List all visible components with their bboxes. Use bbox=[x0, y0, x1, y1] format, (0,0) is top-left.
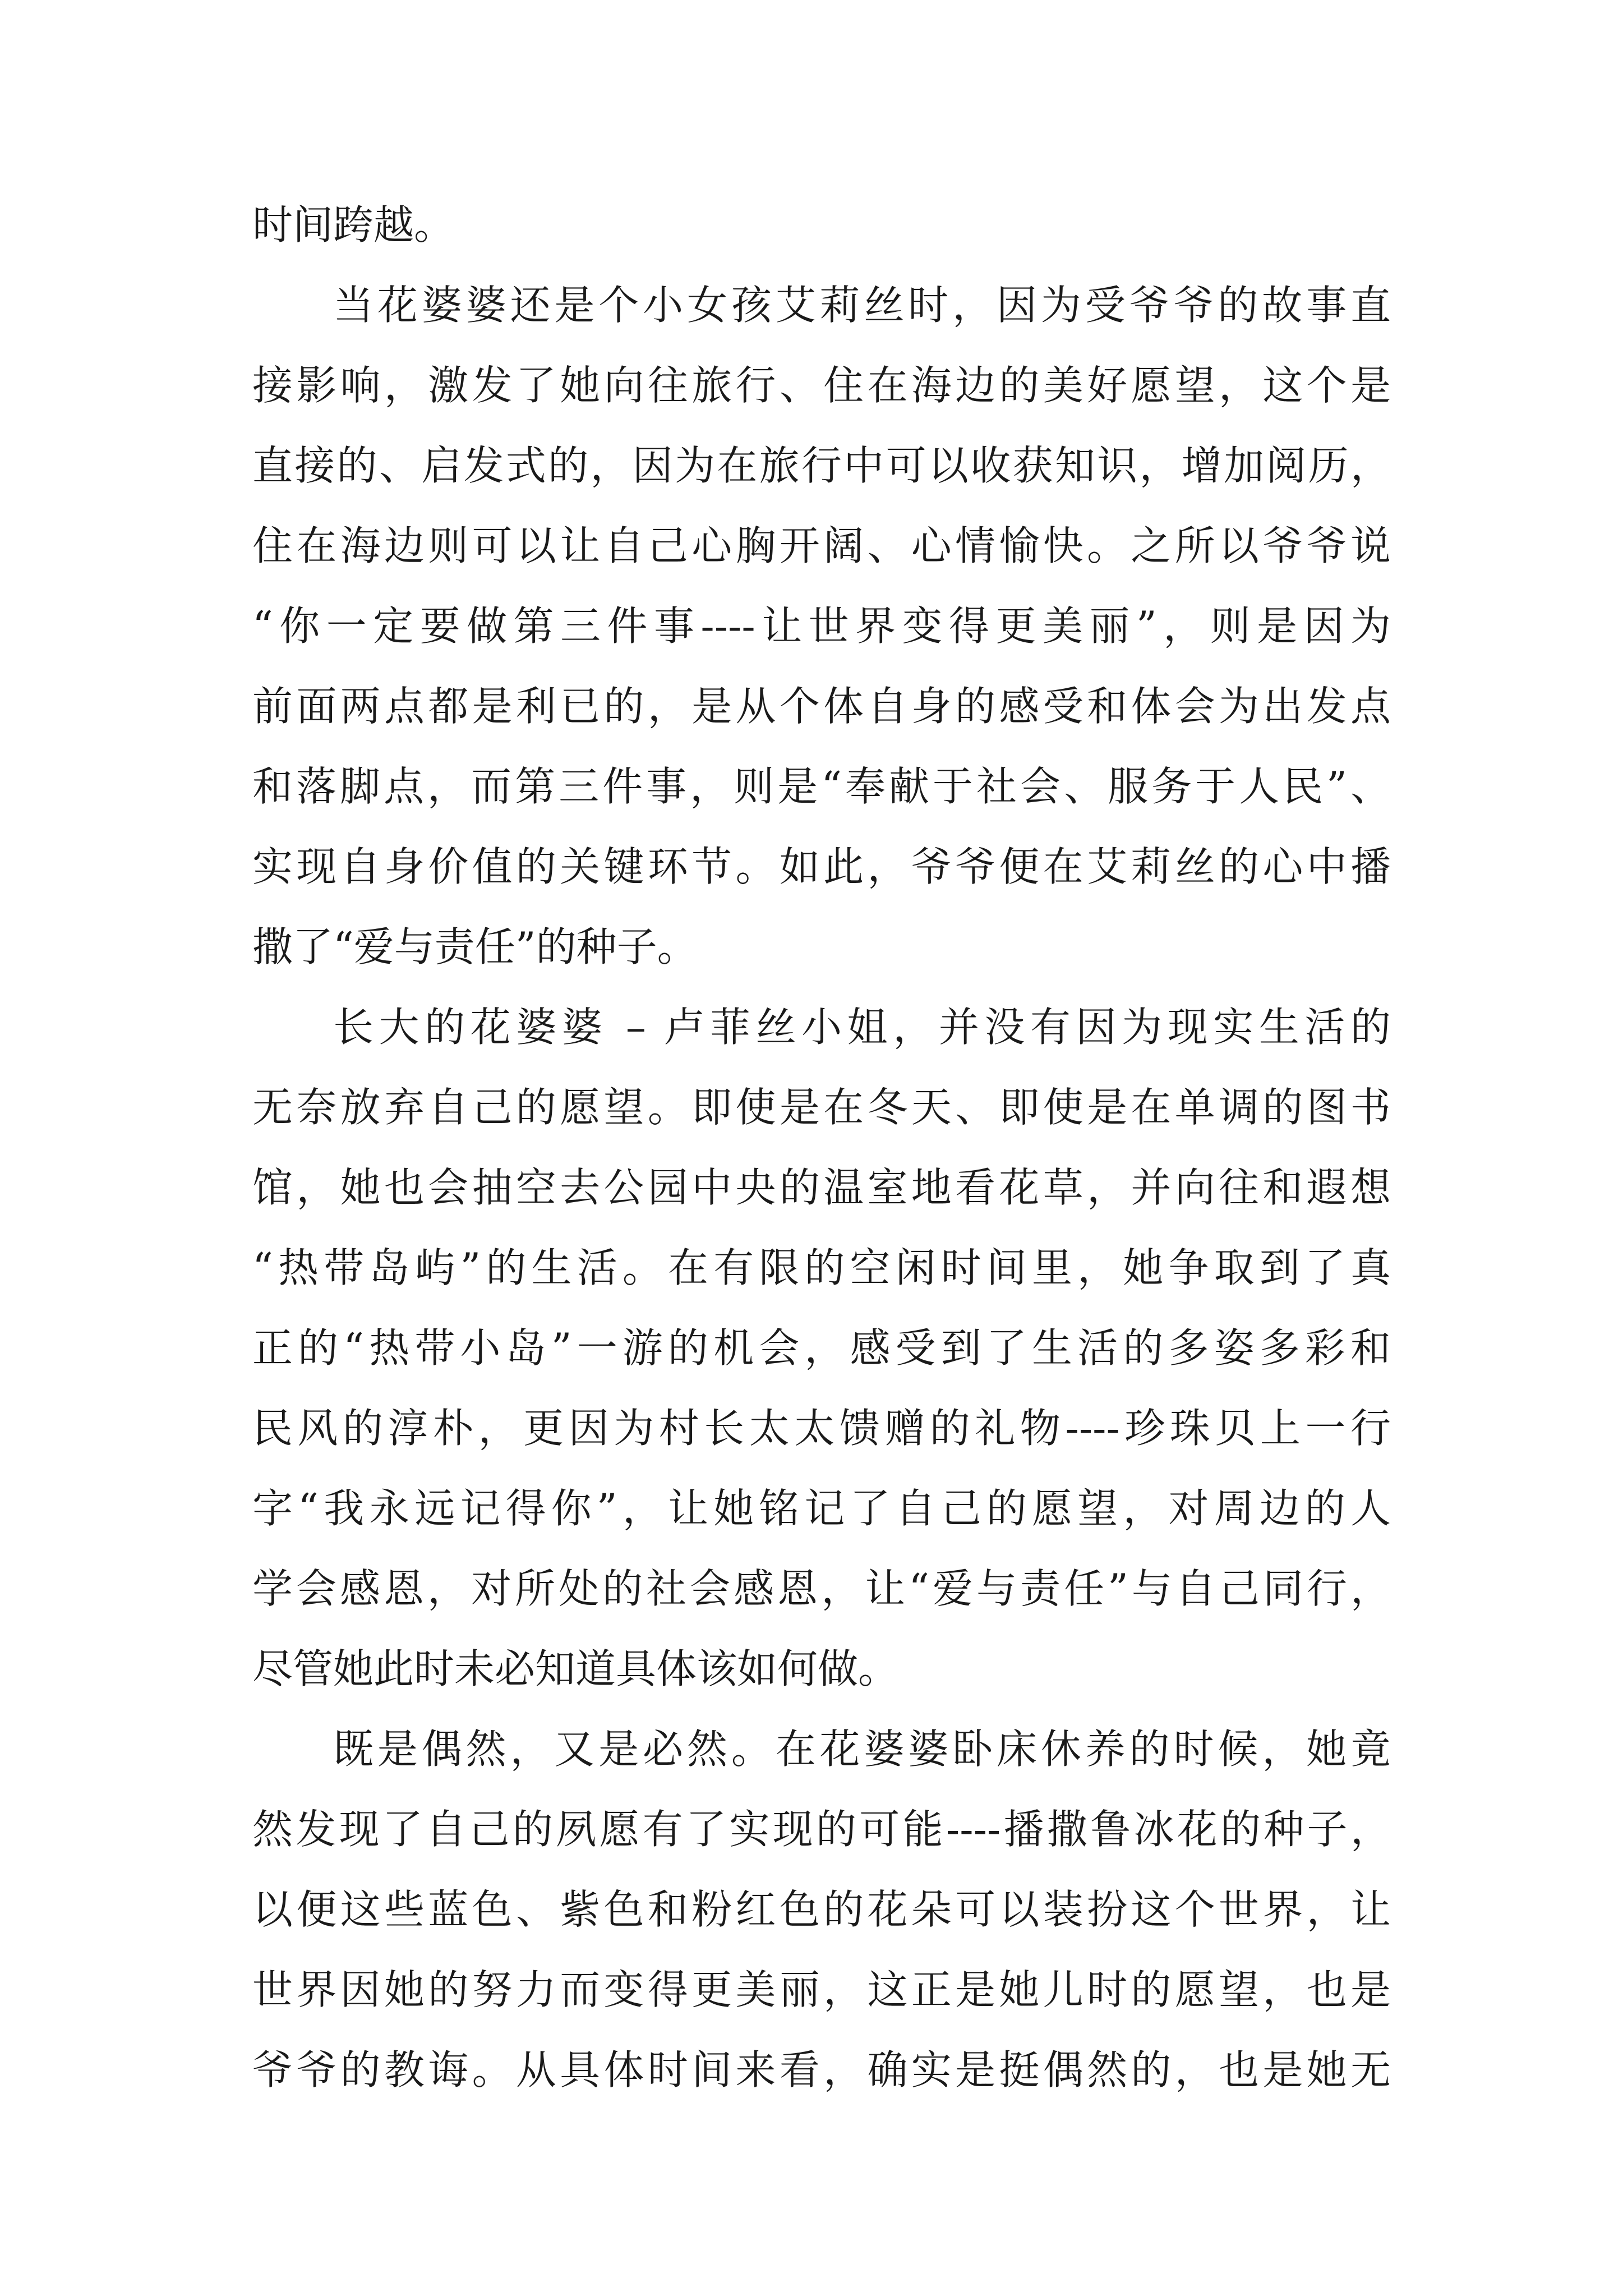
text-line: 直接的、启发式的，因为在旅行中可以收获知识，增加阅历， bbox=[252, 442, 1391, 489]
text-line: 和落脚点，而第三件事，则是“奉献于社会、服务于人民”、 bbox=[252, 763, 1391, 810]
text-line: 无奈放弃自己的愿望。即使是在冬天、即使是在单调的图书 bbox=[252, 1084, 1391, 1131]
text-line: 前面两点都是利已的，是从个体自身的感受和体会为出发点 bbox=[252, 683, 1391, 730]
text-line: 然发现了自己的夙愿有了实现的可能----播撒鲁冰花的种子， bbox=[252, 1806, 1391, 1853]
text-line: 馆，她也会抽空去公园中央的温室地看花草，并向往和遐想 bbox=[252, 1164, 1391, 1211]
text-line: 学会感恩，对所处的社会感恩，让“爱与责任”与自己同行， bbox=[252, 1565, 1391, 1612]
body-text bbox=[252, 185, 1391, 2110]
text-line: 以便这些蓝色、紫色和粉红色的花朵可以装扮这个世界，让 bbox=[252, 1886, 1391, 1933]
text-line: 时间跨越。 bbox=[252, 201, 455, 249]
text-line: 撒了“爱与责任”的种子。 bbox=[252, 923, 698, 970]
text-line: 实现自身价值的关键环节。如此，爷爷便在艾莉丝的心中播 bbox=[252, 843, 1391, 890]
text-line: 尽管她此时未必知道具体该如何做。 bbox=[252, 1645, 899, 1692]
text-line: 正的“热带小岛”一游的机会，感受到了生活的多姿多彩和 bbox=[252, 1324, 1391, 1372]
text-line: 长大的花婆婆 – 卢菲丝小姐，并没有因为现实生活的 bbox=[333, 1004, 1391, 1051]
text-line: “你一定要做第三件事----让世界变得更美丽”，则是因为 bbox=[252, 602, 1391, 650]
text-line: 世界因她的努力而变得更美丽，这正是她儿时的愿望，也是 bbox=[252, 1966, 1391, 2013]
text-line: “热带岛屿”的生活。在有限的空闲时间里，她争取到了真 bbox=[252, 1244, 1391, 1291]
text-line: 既是偶然，又是必然。在花婆婆卧床休养的时候，她竟 bbox=[333, 1726, 1391, 1773]
text-line: 接影响，激发了她向往旅行、住在海边的美好愿望，这个是 bbox=[252, 362, 1391, 409]
text-line: 字“我永远记得你”，让她铭记了自己的愿望，对周边的人 bbox=[252, 1485, 1391, 1532]
text-line: 住在海边则可以让自己心胸开阔、心情愉快。之所以爷爷说 bbox=[252, 522, 1391, 569]
text-line: 当花婆婆还是个小女孩艾莉丝时，因为受爷爷的故事直 bbox=[333, 282, 1391, 329]
text-line: 爷爷的教诲。从具体时间来看，确实是挺偶然的，也是她无 bbox=[252, 2046, 1391, 2093]
text-line: 民风的淳朴，更因为村长太太馈赠的礼物----珍珠贝上一行 bbox=[252, 1405, 1391, 1452]
